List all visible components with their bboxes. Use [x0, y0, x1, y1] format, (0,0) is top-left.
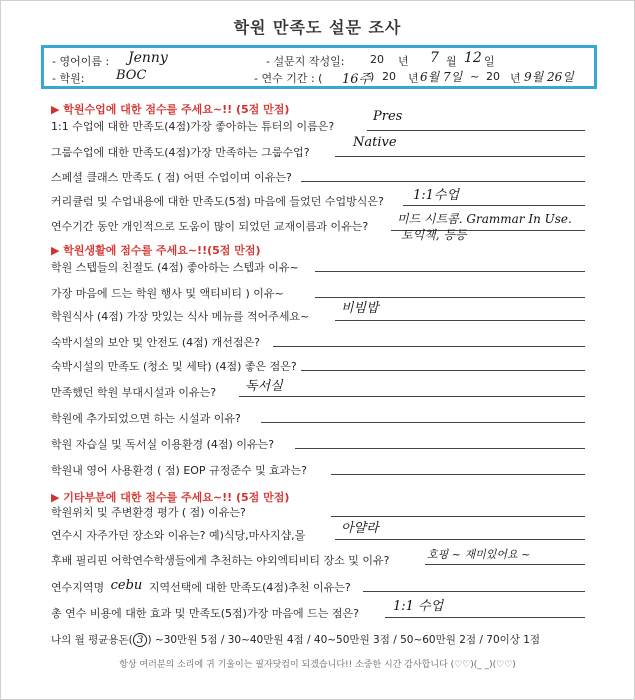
answer-line-cost[interactable] — [385, 617, 585, 618]
period-weeks: 16주 — [342, 72, 372, 87]
answer-line-security[interactable] — [273, 346, 585, 347]
question-region — [51, 579, 351, 595]
question-study-room: 학원 자습실 및 독서실 이용환경 (4점) 이유는? — [51, 438, 275, 451]
answer-curriculum: 1:1수업 — [413, 188, 460, 203]
answer-tutor: Pres — [373, 109, 403, 124]
period-year-unit-2: 년 — [510, 72, 521, 85]
question-recommend-activity: 후배 필리핀 어학연수학생들에게 추천하는 야외엑티비티 장소 및 이유? — [51, 554, 390, 567]
period-label: - 연수 기간 : ( — [254, 72, 323, 85]
question-allowance-options: ) ~30만원 5점 / 30~40만원 4점 / 40~50만원 3점 / 50~60만원 2점 / 70이상 1점 — [147, 634, 541, 646]
answer-frequent-place: 아얄라 — [341, 521, 379, 536]
question-cost: 총 연수 비용에 대한 효과 및 만족도(5점)가장 마음에 드는 점은? — [51, 607, 359, 620]
question-meal: 학원식사 (4점) 가장 맛있는 식사 메뉴를 적어주세요~ — [51, 310, 310, 323]
answer-cost: 1:1 수업 — [393, 599, 444, 614]
period-tilde: ~ — [470, 70, 480, 83]
section-class-heading: ▶ 학원수업에 대한 점수를 주세요~!! (5점 만점) — [51, 103, 290, 116]
answer-facilities: 독서실 — [245, 379, 283, 394]
question-textbook: 연수기간 동안 개인적으로 도움이 많이 되었던 교재이름과 이유는? — [51, 220, 369, 233]
academy-label: - 학원: — [52, 72, 85, 85]
period-year-unit-1: 년 — [408, 72, 419, 85]
answer-line-recommend-activity[interactable] — [425, 564, 585, 565]
question-security: 숙박시설의 보안 및 안전도 (4점) 개선점은? — [51, 336, 260, 349]
question-region-label: 연수지역명 — [51, 581, 105, 594]
question-region-text: 지역선택에 대한 만족도(4점)추천 이유는? — [148, 581, 351, 594]
answer-line-frequent-place[interactable] — [335, 539, 585, 540]
info-box — [41, 45, 597, 89]
footer-message: 항상 여러분의 소리에 귀 기울이는 필자닷컴이 되겠습니다!! 소중한 시간 감사합니다 (♡♡)(_ _)(♡♡) — [119, 660, 516, 670]
answer-textbook-line1: 미드 시트콤. Grammar In Use. — [397, 212, 572, 226]
question-frequent-place: 연수시 자주가던 장소와 이유는? 예)식당,마사지샵,몰 — [51, 529, 306, 542]
question-allowance-label: 나의 월 평균용돈( — [51, 634, 133, 646]
question-facilities: 만족했던 학원 부대시설과 이유는? — [51, 386, 217, 399]
question-group-class: 그룹수업에 대한 만족도(4점)가장 만족하는 그룹수업? — [51, 146, 310, 159]
answer-line-study-room[interactable] — [295, 448, 585, 449]
period-start: 6월 7일 — [420, 70, 463, 84]
section-etc-heading: ▶ 기타부분에 대한 점수를 주세요~!! (5점 만점) — [51, 491, 290, 504]
period-year-2: 20 — [486, 70, 500, 83]
answer-meal: 비빔밥 — [341, 301, 379, 316]
answer-textbook-line2: 토익책, 등등 — [401, 228, 467, 242]
question-activity: 가장 마음에 드는 학원 행사 및 액티비티 ) 이유~ — [51, 287, 284, 300]
question-location: 학원위치 및 주변환경 평가 ( 점) 이유는? — [51, 506, 246, 519]
info-row-2 — [52, 70, 586, 88]
answer-line-group-class[interactable] — [335, 156, 585, 157]
survey-date-month: 7 — [430, 50, 439, 66]
answer-line-accommodation[interactable] — [301, 370, 585, 371]
survey-date-month-unit: 월 — [446, 55, 457, 68]
answer-line-tutor[interactable] — [367, 130, 585, 131]
english-name-label: - 영어이름 : — [52, 55, 110, 68]
question-tutor: 1:1 수업에 대한 만족도(4점)가장 좋아하는 튜터의 이름은? — [51, 120, 335, 133]
answer-line-meal[interactable] — [335, 320, 585, 321]
answer-region-name: cebu — [110, 578, 143, 593]
survey-date-label: - 설문지 작성일: — [266, 55, 345, 68]
question-accommodation: 숙박시설의 만족도 (청소 및 세탁) (4점) 좋은 점은? — [51, 360, 297, 373]
period-close: ) — [370, 70, 375, 83]
period-year-1: 20 — [382, 70, 396, 83]
survey-date-day: 12 — [464, 50, 482, 66]
question-special-class: 스페셜 클래스 만족도 ( 점) 어떤 수업이며 이유는? — [51, 171, 292, 184]
answer-line-region[interactable] — [363, 591, 585, 592]
question-english-env: 학원내 영어 사용환경 ( 점) EOP 규정준수 및 효과는? — [51, 464, 307, 477]
answer-allowance: 3 — [133, 633, 148, 647]
answer-recommend-activity: 호핑 ~ 재미있어요 ~ — [427, 548, 531, 561]
page-title: 학원 만족도 설문 조사 — [233, 18, 402, 37]
english-name-value: Jenny — [128, 50, 168, 66]
survey-date-year-unit: 년 — [398, 55, 409, 68]
period-end: 9월 26일 — [524, 70, 574, 84]
section-life-heading: ▶ 학원생활에 점수를 주세요~!!(5점 만점) — [51, 244, 261, 257]
answer-line-curriculum[interactable] — [403, 205, 585, 206]
answer-line-facilities[interactable] — [239, 396, 585, 397]
answer-line-staff[interactable] — [315, 271, 585, 272]
answer-group-class: Native — [353, 135, 397, 150]
academy-value: BOC — [116, 68, 147, 83]
answer-line-special-class[interactable] — [301, 181, 585, 182]
answer-line-english-env[interactable] — [331, 474, 585, 475]
answer-line-new-facility[interactable] — [261, 422, 585, 423]
question-allowance — [51, 632, 540, 647]
question-new-facility: 학원에 추가되었으면 하는 시설과 이유? — [51, 412, 241, 425]
question-staff: 학원 스텝들의 친절도 (4점) 좋아하는 스텝과 이유~ — [51, 261, 299, 274]
question-curriculum: 커리큘럼 및 수업내용에 대한 만족도(5점) 마음에 들었던 수업방식은? — [51, 195, 384, 208]
survey-date-year: 20 — [370, 53, 384, 66]
survey-date-day-unit: 일 — [484, 55, 495, 68]
